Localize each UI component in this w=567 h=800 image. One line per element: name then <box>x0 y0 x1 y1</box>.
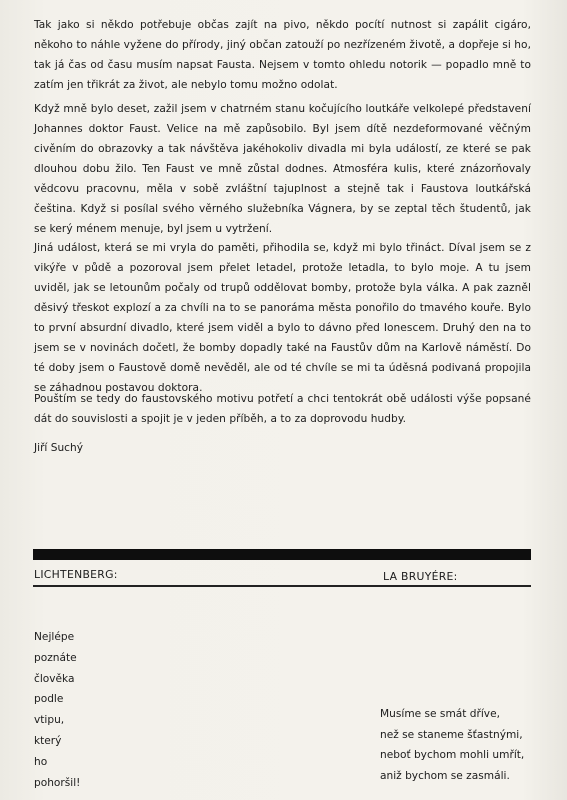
quote-author-right: LA BRUYÉRE: <box>383 570 458 583</box>
quote-right <box>380 704 524 786</box>
quote-left-line: podle <box>34 693 64 706</box>
quote-author-left: LICHTENBERG: <box>34 568 118 581</box>
quote-left-line: člověka <box>34 672 75 685</box>
quote-right-line: aniž bychom se zasmáli. <box>380 769 510 782</box>
quote-left-line: pohoršil! <box>34 776 81 789</box>
quote-left-line: poznáte <box>34 651 77 664</box>
paragraph-bombing: Jiná událost, která se mi vryla do paměti, přihodila se, když mi bylo třináct. Díval jsem se z vikýře v půdě a pozoroval jsem přelet letadel, protože letadla, to bylo moje. A tu jsem uviděl, jak se letounům počaly od trupů oddělovat bomby, protože byla válka. A pak zazněl děsivý třeskot explozí a za chvíli na to se panoráma města ponořilo do tmavého kouře. Bylo to první absurdní divadlo, které jsem viděl a bylo to dávno před Ionescem. Druhý den na to jsem se v novinách dočetl, že bomby dopadly také na Faustův dům na Karlově náměstí. Do té doby jsem o Faustově domě nevěděl, ale od té chvíle se mi ta úděsná podivaná propojila se záhadnou postavou doktora. <box>34 242 531 394</box>
quote-left-line: vtipu, <box>34 714 65 727</box>
divider-rule <box>33 585 531 587</box>
paragraph-intro: Tak jako si někdo potřebuje občas zajít na pivo, někdo pocítí nutnost si zapálit cigáro, někoho to náhle vyžene do přírody, jiný občan zatouží po nezřízeném životě, a dopřeje si ho, tak já čas od času musím napsat Fausta. Nejsem v tomto ohledu notorik — popadlo mně to zatím jen třikrát za život, ale nebylo tomu možno odolat. <box>34 19 531 91</box>
quote-left-line: který <box>34 734 62 747</box>
quote-right-line: Musíme se smát dříve, <box>380 708 500 720</box>
quote-left-line: Nejlépe <box>34 631 75 643</box>
paragraph-childhood-faust: Když mně bylo deset, zažil jsem v chatrném stanu kočujícího loutkáře velkolepé představení Johannes doktor Faust. Velice na mě zapůsobilo. Byl jsem dítě nezdeformované věčným civěním do obrazovky a tak návštěva jakéhokoliv divadla mi byla událostí, ze které se pak dlouhou dobu žilo. Ten Faust ve mně zůstal dodnes. Atmosféra kulis, které znázorňovaly vědcovu pracovnu, měla v sobě zvláštní tajuplnost a stejně tak i Faustova loutkářská čeština. Když si posílal svého věrného služebníka Vágnera, by se zeptal těch študentů, jak se kerý ménem menuje, byl jsem u vytržení. <box>34 103 531 235</box>
quote-right-line: neboť bychom mohli umřít, <box>380 749 525 762</box>
paragraph-conclusion: Pouštím se tedy do faustovského motivu potřetí a chci tentokrát obě události výše popsané dát do souvislosti a spojit je v jeden příběh, a to za doprovodu hudby. <box>34 393 531 425</box>
quote-left-line: ho <box>34 755 48 768</box>
author-signature: Jiří Suchý <box>34 442 83 454</box>
quote-right-line: než se staneme šťastnými, <box>380 728 523 741</box>
quote-left <box>34 627 80 793</box>
black-divider-bar <box>33 549 531 560</box>
